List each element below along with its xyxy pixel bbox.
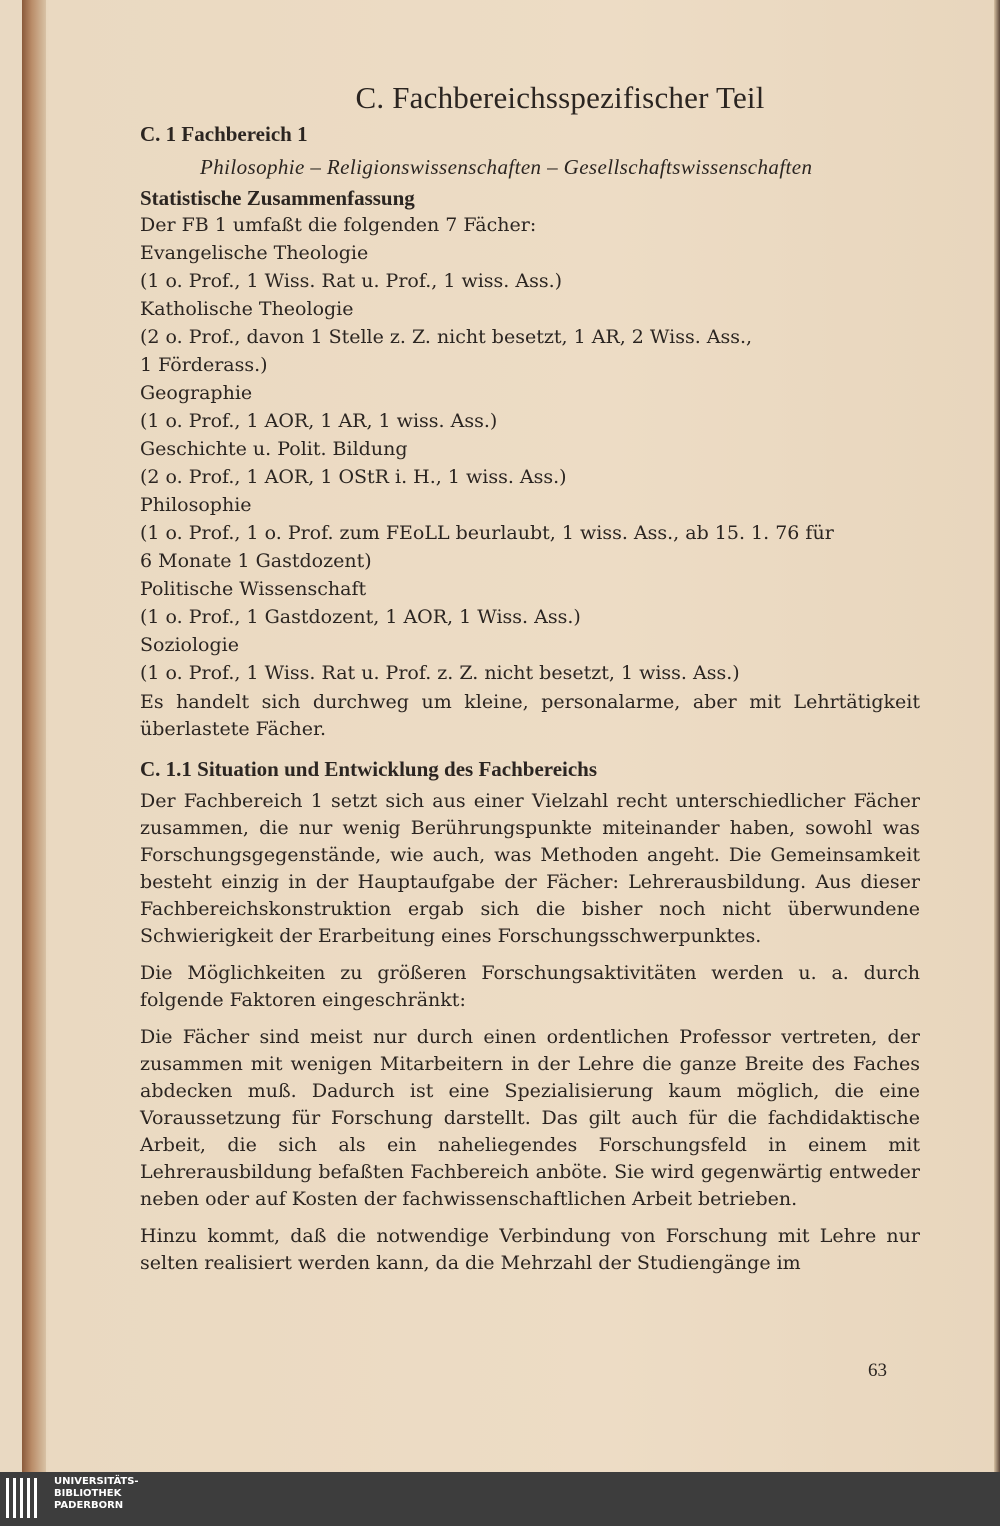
text-line: Philosophie <box>140 494 252 516</box>
page-number: 63 <box>868 1360 887 1381</box>
text-line: (2 o. Prof., davon 1 Stelle z. Z. nicht besetzt, 1 AR, 2 Wiss. Ass., <box>140 326 753 348</box>
text-line: (1 o. Prof., 1 o. Prof. zum FEoLL beurlaubt, 1 wiss. Ass., ab 15. 1. 76 für <box>140 522 834 544</box>
paragraph: Die Möglichkeiten zu größeren Forschungsaktivitäten werden u. a. durch folgende Faktoren eingeschränkt: <box>140 962 920 1011</box>
library-footer <box>0 1472 1000 1526</box>
text-line: 1 Förderass.) <box>140 354 268 376</box>
page-content <box>140 70 920 1287</box>
text-line: Katholische Theologie <box>140 298 354 320</box>
logo-line: BIBLIOTHEK <box>54 1488 122 1499</box>
book-page <box>22 0 1000 1472</box>
library-logo-icon <box>6 1478 37 1518</box>
paragraph: Hinzu kommt, daß die notwendige Verbindung von Forschung mit Lehre nur selten realisiert werden kann, da die Mehrzahl der Studiengänge im <box>140 1225 920 1274</box>
text-line: (1 o. Prof., 1 Wiss. Rat u. Prof. z. Z. nicht besetzt, 1 wiss. Ass.) <box>140 662 740 684</box>
text-line: Soziologie <box>140 634 239 656</box>
text-line: Der FB 1 umfaßt die folgenden 7 Fächer: <box>140 214 537 236</box>
book-spine <box>22 0 46 1472</box>
paragraph: Die Fächer sind meist nur durch einen ordentlichen Professor vertreten, der zusammen mit wenigen Mitarbeitern in der Lehre die ganze Breite des Faches abdecken muß. Dadurch ist eine Spezialisierung kaum möglich, die eine Voraussetzung für Forschung darstellt. Das gilt auch für die fachdidaktische Arbeit, die sich als ein naheliegendes Forschungsfeld in einem mit Lehrerausbildung befaßten Fachbereich anböte. Sie wird gegenwärtig entweder neben oder auf Kosten der fachwissenschaftlichen Arbeit betrieben. <box>140 1026 920 1210</box>
paragraph: Der Fachbereich 1 setzt sich aus einer Vielzahl recht unterschiedlicher Fächer zusammen, die nur wenig Berührungspunkte miteinander haben, sowohl was Forschungsgegenstände, wie auch, was Methoden angeht. Die Gemeinsamkeit besteht einzig in der Hauptaufgabe der Fächer: Lehrerausbildung. Aus dieser Fachbereichskonstruktion ergab sich die bisher noch nicht überwundene Schwierigkeit der Erarbeitung eines Forschungsschwerpunktes. <box>140 790 920 947</box>
text-line: Geschichte u. Polit. Bildung <box>140 438 408 460</box>
page-title: C. Fachbereichsspezifischer Teil <box>355 80 765 115</box>
section-heading: C. 1 Fachbereich 1 <box>140 122 308 146</box>
logo-line: PADERBORN <box>54 1500 124 1511</box>
logo-line: UNIVERSITÄTS- <box>54 1476 139 1487</box>
library-logo-text <box>54 1476 139 1512</box>
text-line: (2 o. Prof., 1 AOR, 1 OStR i. H., 1 wiss. Ass.) <box>140 466 567 488</box>
summary-paragraph: Es handelt sich durchweg um kleine, personalarme, aber mit Lehrtätigkeit überlastete Fächer. <box>140 691 920 740</box>
text-line: Evangelische Theologie <box>140 242 369 264</box>
subsection-heading: C. 1.1 Situation und Entwicklung des Fachbereichs <box>140 757 598 781</box>
text-line: (1 o. Prof., 1 AOR, 1 AR, 1 wiss. Ass.) <box>140 410 498 432</box>
text-line: Politische Wissenschaft <box>140 578 367 600</box>
text-line: 6 Monate 1 Gastdozent) <box>140 550 372 572</box>
text-line: (1 o. Prof., 1 Gastdozent, 1 AOR, 1 Wiss. Ass.) <box>140 606 581 628</box>
text-line: (1 o. Prof., 1 Wiss. Rat u. Prof., 1 wiss. Ass.) <box>140 270 563 292</box>
page-edge <box>994 0 1000 1472</box>
statistics-heading: Statistische Zusammenfassung <box>140 186 415 210</box>
text-line: Geographie <box>140 382 253 404</box>
section-subtitle: Philosophie – Religionswissenschaften – Gesellschaftswissenschaften <box>200 155 813 179</box>
